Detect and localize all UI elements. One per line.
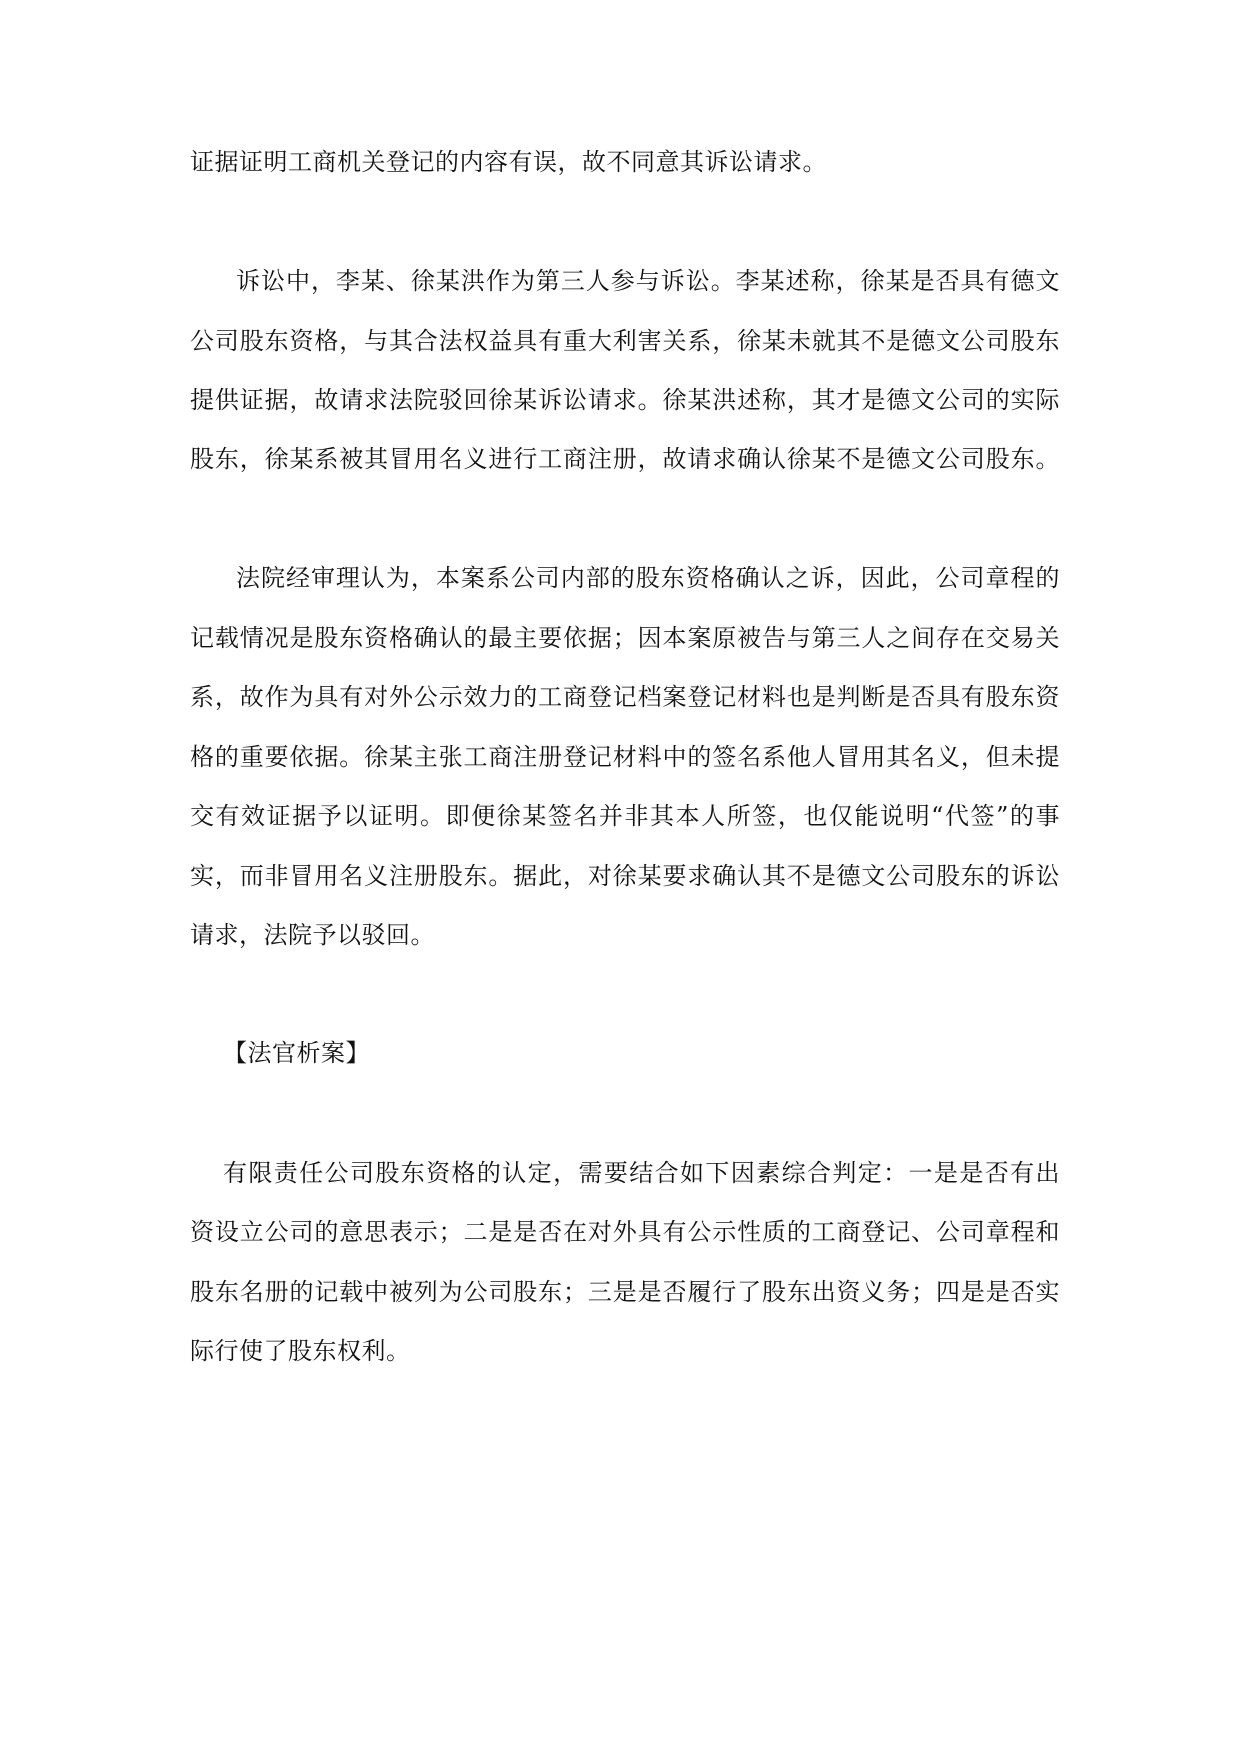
paragraph-4-line-1: 有限责任公司股东资格的认定，需要结合如下因素综合判定：一是是否有出 [223, 1159, 1060, 1187]
section-heading: 【法官析案】 [223, 1039, 370, 1067]
paragraph-3-line-7: 请求，法院予以驳回。 [190, 921, 435, 949]
paragraph-3-line-4: 格的重要依据。徐某主张工商注册登记材料中的签名系他人冒用其名义，但未提 [190, 743, 1060, 771]
paragraph-3-line-3: 系，故作为具有对外公示效力的工商登记档案登记材料也是判断是否具有股东资 [190, 683, 1060, 711]
paragraph-2-line-2: 公司股东资格，与其合法权益具有重大利害关系，徐某未就其不是德文公司股东 [190, 327, 1060, 355]
paragraph-3-line-6: 实，而非冒用名义注册股东。据此，对徐某要求确认其不是德文公司股东的诉讼 [190, 862, 1060, 890]
paragraph-4-line-2: 资设立公司的意思表示；二是是否在对外具有公示性质的工商登记、公司章程和 [190, 1218, 1060, 1246]
paragraph-4-line-3: 股东名册的记载中被列为公司股东；三是是否履行了股东出资义务；四是是否实 [190, 1278, 1060, 1306]
paragraph-1-line-1: 证据证明工商机关登记的内容有误，故不同意其诉讼请求。 [190, 148, 827, 176]
paragraph-3-line-2: 记载情况是股东资格确认的最主要依据；因本案原被告与第三人之间存在交易关 [190, 624, 1060, 652]
paragraph-3-line-1: 法院经审理认为，本案系公司内部的股东资格确认之诉，因此，公司章程的 [236, 564, 1060, 592]
paragraph-4-line-4: 际行使了股东权利。 [190, 1337, 411, 1365]
paragraph-2-line-3: 提供证据，故请求法院驳回徐某诉讼请求。徐某洪述称，其才是德文公司的实际 [190, 386, 1060, 414]
paragraph-2-line-4: 股东，徐某系被其冒用名义进行工商注册，故请求确认徐某不是德文公司股东。 [190, 445, 1060, 473]
paragraph-3-line-5: 交有效证据予以证明。即便徐某签名并非其本人所签，也仅能说明“代签”的事 [190, 802, 1060, 830]
paragraph-2-line-1: 诉讼中，李某、徐某洪作为第三人参与诉讼。李某述称，徐某是否具有德文 [236, 267, 1060, 295]
